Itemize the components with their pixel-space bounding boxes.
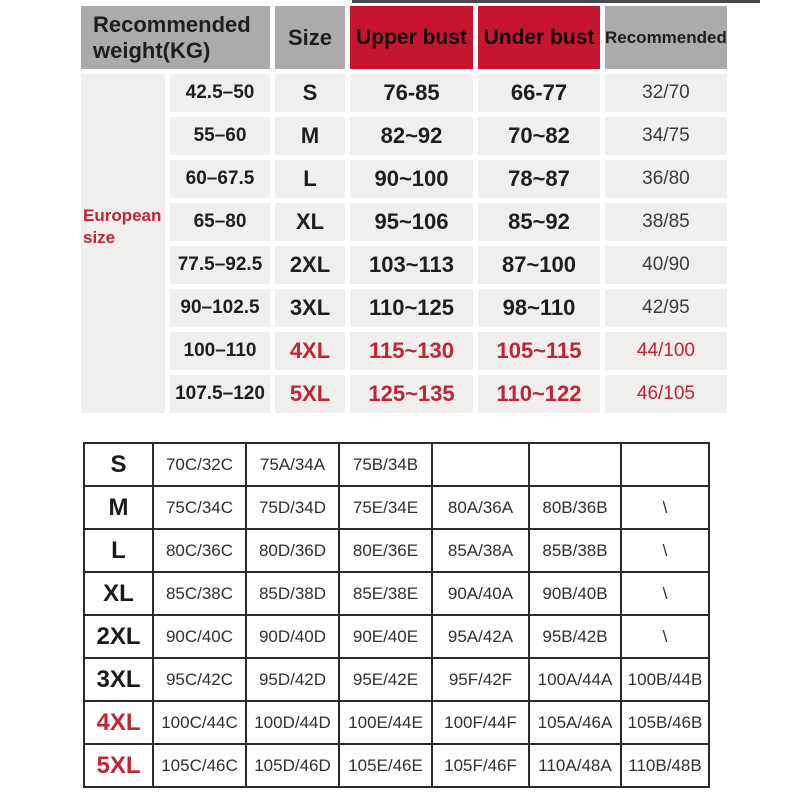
weight-cell: 42.5–50	[170, 74, 270, 112]
size-cell: 2XL	[84, 615, 153, 658]
table-row	[81, 74, 727, 112]
upper-bust-cell: 110~125	[350, 289, 473, 327]
under-bust-cell: 78~87	[478, 160, 600, 198]
cup-cell: 100D/44D	[246, 701, 339, 744]
recommended-cell: 42/95	[605, 289, 727, 327]
recommended-cell: 32/70	[605, 74, 727, 112]
recommended-cell: 36/80	[605, 160, 727, 198]
cup-cell	[432, 443, 529, 486]
upper-bust-cell: 115~130	[350, 332, 473, 370]
table-row	[81, 246, 727, 284]
cup-cell: 95E/42E	[339, 658, 432, 701]
under-bust-cell: 110~122	[478, 375, 600, 413]
table-row	[81, 332, 727, 370]
cup-cell: 105A/46A	[529, 701, 621, 744]
cup-cell: 100B/44B	[621, 658, 709, 701]
recommended-cell: 44/100	[605, 332, 727, 370]
size-cell: M	[275, 117, 345, 155]
weight-header: Recommended weight(KG)	[81, 6, 270, 69]
cup-conversion-table	[83, 442, 710, 788]
upper-bust-cell: 82~92	[350, 117, 473, 155]
table-row	[81, 160, 727, 198]
size-cell: XL	[275, 203, 345, 241]
cup-cell: 80E/36E	[339, 529, 432, 572]
recommended-cell: 40/90	[605, 246, 727, 284]
cup-cell: 75B/34B	[339, 443, 432, 486]
table-row	[84, 443, 709, 486]
under-bust-cell: 105~115	[478, 332, 600, 370]
upper-bust-cell: 90~100	[350, 160, 473, 198]
cup-cell: 80A/36A	[432, 486, 529, 529]
cup-cell: 100C/44C	[153, 701, 246, 744]
cup-cell: 80D/36D	[246, 529, 339, 572]
upper-bust-cell: 76-85	[350, 74, 473, 112]
size-cell: S	[84, 443, 153, 486]
weight-cell: 65–80	[170, 203, 270, 241]
cup-cell: 105E/46E	[339, 744, 432, 787]
table-row	[81, 289, 727, 327]
size-cell: 2XL	[275, 246, 345, 284]
cup-cell: 75E/34E	[339, 486, 432, 529]
weight-cell: 100–110	[170, 332, 270, 370]
cup-cell: 85C/38C	[153, 572, 246, 615]
cup-cell: \	[621, 486, 709, 529]
upper-bust-cell: 95~106	[350, 203, 473, 241]
cup-cell: 105D/46D	[246, 744, 339, 787]
table-row	[84, 615, 709, 658]
cup-cell: 95C/42C	[153, 658, 246, 701]
recommended-cell: 34/75	[605, 117, 727, 155]
cup-cell: 70C/32C	[153, 443, 246, 486]
size-cell: M	[84, 486, 153, 529]
size-cell: XL	[84, 572, 153, 615]
weight-cell: 55–60	[170, 117, 270, 155]
size-cell: 3XL	[84, 658, 153, 701]
cup-cell: 100F/44F	[432, 701, 529, 744]
upper-bust-cell: 125~135	[350, 375, 473, 413]
table-row	[81, 203, 727, 241]
table-row	[84, 658, 709, 701]
upper-bust-cell: 103~113	[350, 246, 473, 284]
table-row	[84, 529, 709, 572]
under-bust-cell: 87~100	[478, 246, 600, 284]
table-row	[81, 117, 727, 155]
size-guide-header-row	[81, 6, 727, 69]
table-row	[81, 375, 727, 413]
weight-cell: 77.5–92.5	[170, 246, 270, 284]
european-size-label: European size	[83, 206, 162, 247]
cup-cell: 95F/42F	[432, 658, 529, 701]
recommended-cell: 38/85	[605, 203, 727, 241]
cup-cell: 100A/44A	[529, 658, 621, 701]
cup-cell: 75A/34A	[246, 443, 339, 486]
cup-cell: 85A/38A	[432, 529, 529, 572]
size-header: Size	[275, 6, 345, 69]
recommended-header: Recommended	[605, 6, 727, 69]
cup-cell	[529, 443, 621, 486]
cup-cell: 75D/34D	[246, 486, 339, 529]
table-row	[84, 701, 709, 744]
size-cell: 5XL	[84, 744, 153, 787]
cup-cell: 85B/38B	[529, 529, 621, 572]
size-guide-table	[76, 1, 732, 418]
size-cell: 4XL	[275, 332, 345, 370]
cup-cell: 90C/40C	[153, 615, 246, 658]
cup-cell: 105C/46C	[153, 744, 246, 787]
table-row	[84, 572, 709, 615]
under-bust-cell: 98~110	[478, 289, 600, 327]
cup-cell: 90D/40D	[246, 615, 339, 658]
cup-cell: 90A/40A	[432, 572, 529, 615]
cup-cell: 95B/42B	[529, 615, 621, 658]
weight-cell: 60–67.5	[170, 160, 270, 198]
recommended-cell: 46/105	[605, 375, 727, 413]
cup-cell	[621, 443, 709, 486]
cup-cell: 105F/46F	[432, 744, 529, 787]
weight-cell: 90–102.5	[170, 289, 270, 327]
cup-cell: 85E/38E	[339, 572, 432, 615]
under-bust-header: Under bust	[478, 6, 600, 69]
size-cell: S	[275, 74, 345, 112]
cup-cell: 75C/34C	[153, 486, 246, 529]
cup-cell: 85D/38D	[246, 572, 339, 615]
cup-cell: 95D/42D	[246, 658, 339, 701]
cup-cell: 95A/42A	[432, 615, 529, 658]
cup-cell: 105B/46B	[621, 701, 709, 744]
under-bust-cell: 70~82	[478, 117, 600, 155]
cup-cell: 90E/40E	[339, 615, 432, 658]
cup-cell: 80B/36B	[529, 486, 621, 529]
upper-bust-header: Upper bust	[350, 6, 473, 69]
size-cell: 4XL	[84, 701, 153, 744]
cup-cell: \	[621, 529, 709, 572]
table-row	[84, 486, 709, 529]
under-bust-cell: 66-77	[478, 74, 600, 112]
cup-cell: 90B/40B	[529, 572, 621, 615]
cup-cell: \	[621, 572, 709, 615]
size-cell: 3XL	[275, 289, 345, 327]
cup-cell: 110A/48A	[529, 744, 621, 787]
under-bust-cell: 85~92	[478, 203, 600, 241]
european-size-cell	[81, 74, 165, 413]
cup-cell: \	[621, 615, 709, 658]
cup-cell: 80C/36C	[153, 529, 246, 572]
size-cell: L	[275, 160, 345, 198]
cup-cell: 110B/48B	[621, 744, 709, 787]
cup-cell: 100E/44E	[339, 701, 432, 744]
size-cell: 5XL	[275, 375, 345, 413]
table-row	[84, 744, 709, 787]
weight-cell: 107.5–120	[170, 375, 270, 413]
size-cell: L	[84, 529, 153, 572]
